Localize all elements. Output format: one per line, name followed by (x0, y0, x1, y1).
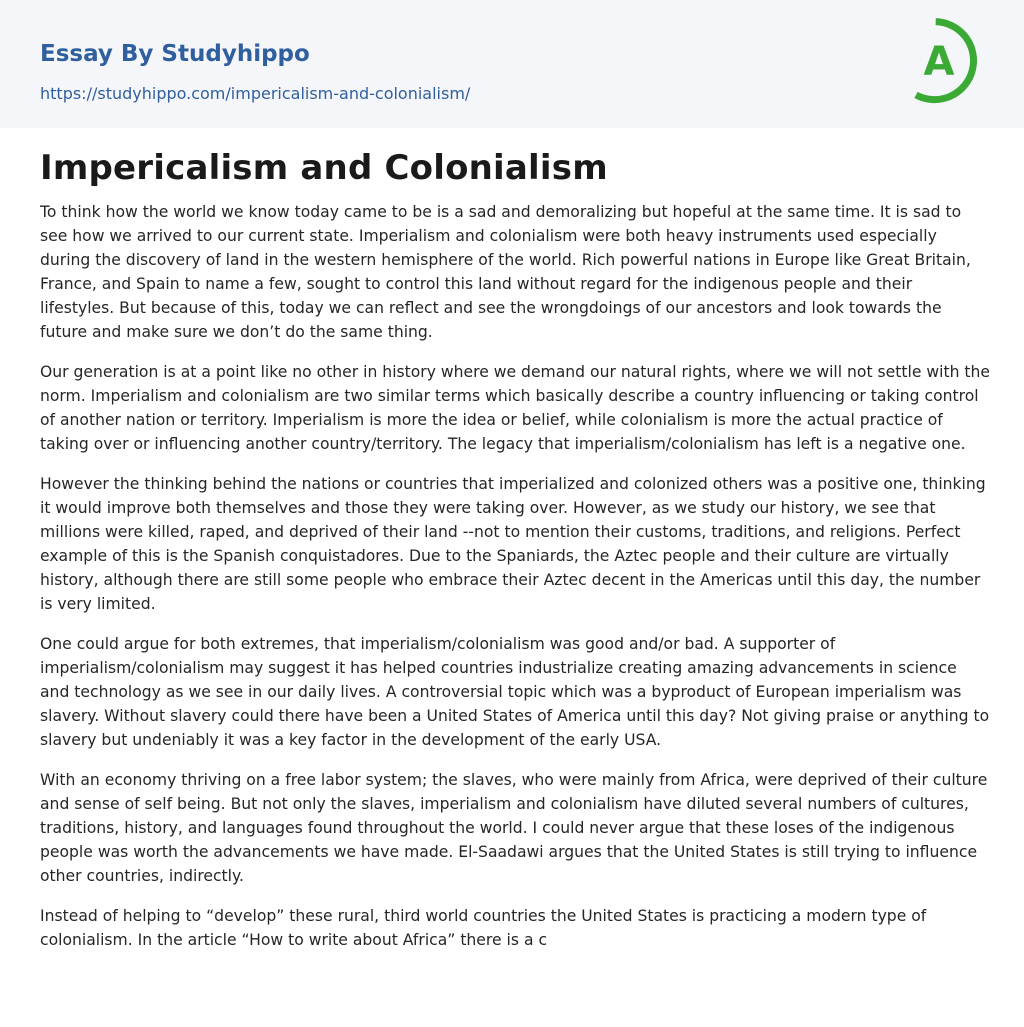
page-url-link[interactable]: https://studyhippo.com/impericalism-and-colonialism/ (40, 84, 471, 103)
article-paragraph: With an economy thriving on a free labor system; the slaves, who were mainly from Africa, were deprived of their culture and sense of self being. But not only the slaves, imperialism and colonialism have diluted several numbers of cultures, traditions, history, and languages found throughout the world. I could never argue that these loses of the indigenous people was worth the advancements we have made. El-Saadawi argues that the United States is still trying to influence other countries, indirectly. (40, 771, 988, 885)
studyhippo-logo[interactable] (904, 18, 988, 106)
article (40, 146, 990, 968)
article-paragraph: Our generation is at a point like no other in history where we demand our natural rights, where we will not settle with the norm. Imperialism and colonialism are two similar terms which basically describe a country influencing or taking control of another nation or territory. Imperialism is more the idea or belief, while colonialism is more the actual practice of taking over or influencing another country/territory. The legacy that imperialism/colonialism has left is a negative one. (40, 363, 991, 453)
site-brand[interactable]: Essay By Studyhippo (40, 41, 310, 67)
article-paragraph: One could argue for both extremes, that imperialism/colonialism was good and/or bad. A supporter of imperialism/colonialism may suggest it has helped countries industrialize creating amazing advancements in science and technology as we see in our daily lives. A controversial topic which was a byproduct of European imperialism was slavery. Without slavery could there have been a United States of America until this day? Not giving praise or anything to slavery but undeniably it was a key factor in the development of the early USA. (40, 635, 990, 749)
article-paragraph: However the thinking behind the nations or countries that imperialized and colonized others was a positive one, thinking it would improve both themselves and those they were taking over. However, as we study our history, we see that millions were killed, raped, and deprived of their land --not to mention their customs, traditions, and religions. Perfect example of this is the Spanish conquistadores. Due to the Spaniards, the Aztec people and their culture are virtually history, although there are still some people who embrace their Aztec decent in the Americas until this day, the number is very limited. (40, 475, 986, 613)
logo-letter: A (923, 39, 955, 85)
site-header (0, 0, 1024, 128)
article-paragraph: To think how the world we know today came to be is a sad and demoralizing but hopeful at the same time. It is sad to see how we arrived to our current state. Imperialism and colonialism were both heavy instruments used especially during the discovery of land in the western hemisphere of the world. Rich powerful nations in Europe like Great Britain, France, and Spain to name a few, sought to control this land without regard for the indigenous people and their lifestyles. But because of this, today we can reflect and see the wrongdoings of our ancestors and look towards the future and make sure we don’t do the same thing. (40, 203, 971, 341)
article-paragraph: Instead of helping to “develop” these rural, third world countries the United States is practicing a modern type of colonialism. In the article “How to write about Africa” there is a c (40, 907, 927, 949)
article-title: Impericalism and Colonialism (40, 148, 608, 188)
